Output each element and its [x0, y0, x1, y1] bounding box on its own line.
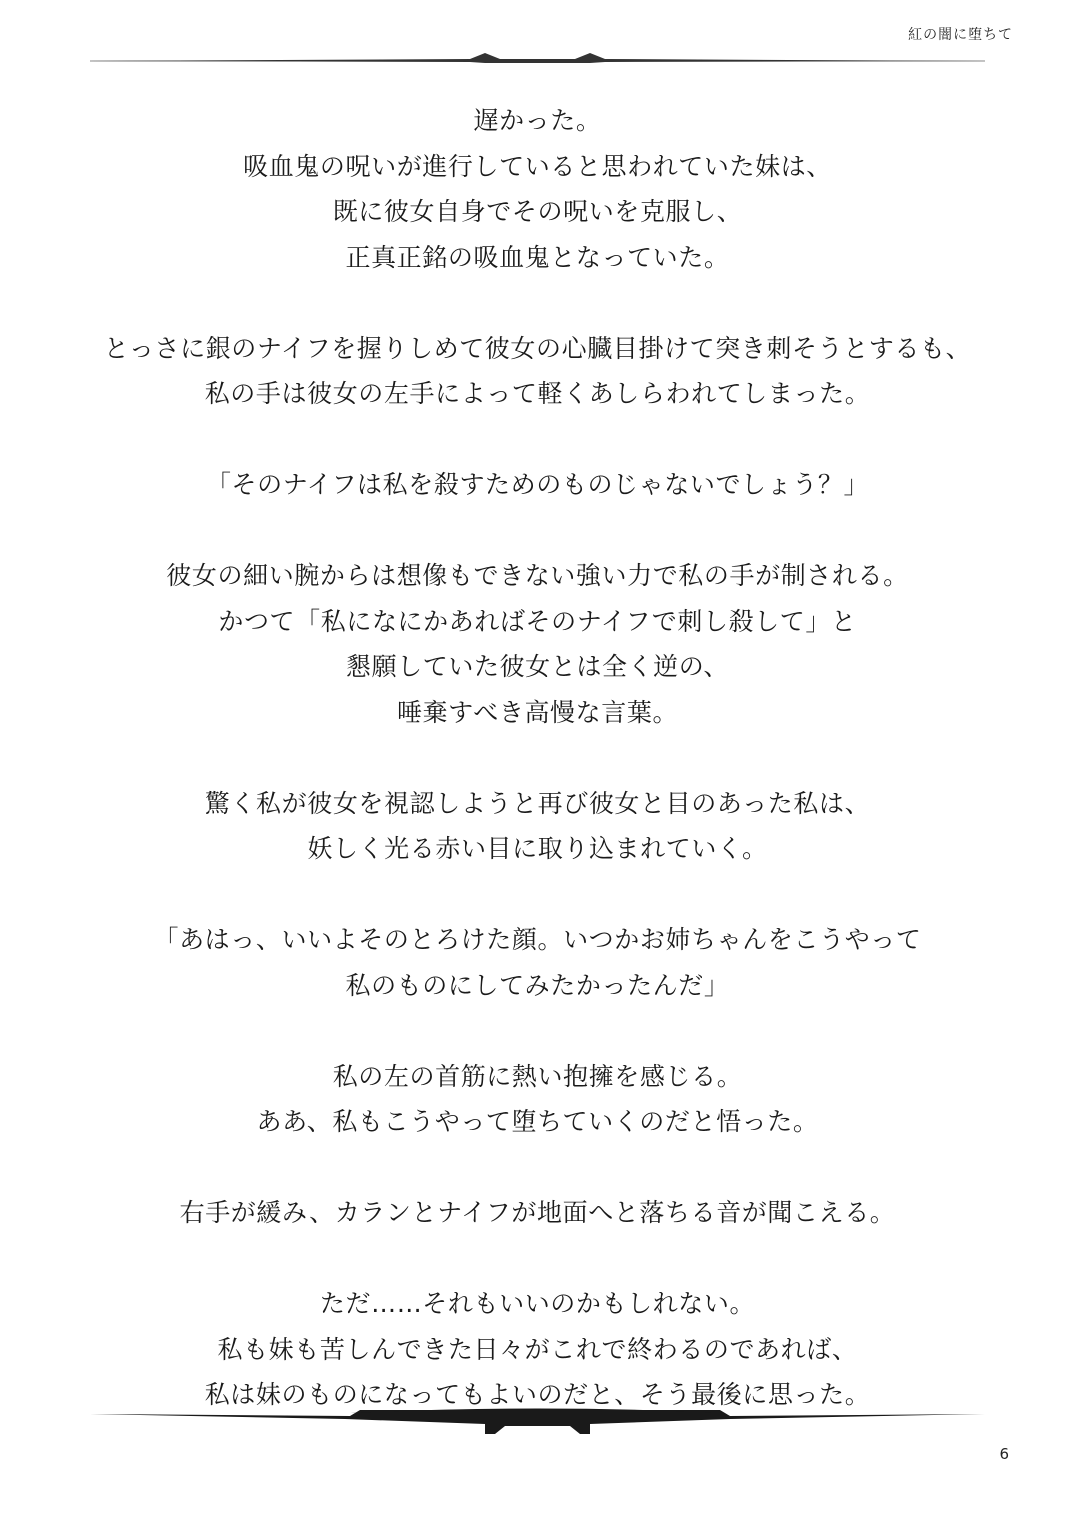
paragraph-5 — [60, 781, 1015, 872]
text-line: 吸血鬼の呪いが進行していると思われていた妹は、 — [243, 151, 832, 181]
text-line: 正真正銘の吸血鬼となっていた。 — [345, 242, 730, 272]
paragraph-4 — [60, 553, 1015, 735]
paragraph-9 — [60, 1281, 1015, 1418]
text-line: 私は妹のものになってもよいのだと、そう最後に思った。 — [204, 1380, 871, 1409]
text-line: 唾棄すべき高慢な言葉。 — [396, 697, 679, 727]
text-line: 遅かった。 — [473, 106, 602, 135]
text-line: 驚く私が彼女を視認しようと再び彼女と目のあった私は、 — [204, 788, 871, 818]
text-line: 私の左の首筋に熱い抱擁を感じる。 — [332, 1061, 743, 1091]
text-line: ただ……それもいいのかもしれない。 — [319, 1289, 756, 1318]
text-line: 彼女の細い腕からは想像もできない強い力で私の手が制される。 — [166, 561, 909, 590]
text-line: 既に彼女自身でその呪いを克服し、 — [332, 197, 743, 226]
paragraph-7 — [60, 1054, 1015, 1145]
text-line: 妖しく光る赤い目に取り込まれていく。 — [307, 834, 768, 863]
bottom-ornament-divider — [0, 1400, 1075, 1460]
paragraph-1 — [60, 98, 1015, 280]
text-line: 右手が緩み、カランとナイフが地面へと落ちる音が聞こえる。 — [179, 1198, 896, 1227]
paragraph-3 — [60, 462, 1015, 508]
text-line: 懇願していた彼女とは全く逆の、 — [345, 652, 729, 681]
paragraph-2 — [60, 326, 1015, 417]
text-line: 「あはっ、いいよそのとろけた顔。いつかお姉ちゃんをこうやって — [153, 925, 922, 954]
story-text — [60, 98, 1015, 1418]
paragraph-8 — [60, 1190, 1015, 1236]
text-line: 「そのナイフは私を殺すためのものじゃないでしょう？」 — [205, 470, 870, 499]
page-number: 6 — [999, 1445, 1009, 1463]
text-line: とっさに銀のナイフを握りしめて彼女の心臓目掛けて突き刺そうとするも、 — [103, 333, 972, 363]
text-line: 私も妹も苦しんできた日々がこれで終わるのであれば、 — [217, 1334, 858, 1364]
page-header-title: 紅の闇に堕ちて — [908, 27, 1013, 43]
text-line: 私の手は彼女の左手によって軽くあしらわれてしまった。 — [204, 379, 871, 408]
text-line: ああ、私もこうやって堕ちていくのだと悟った。 — [256, 1107, 819, 1136]
paragraph-6 — [60, 917, 1015, 1008]
top-ornament-divider — [0, 40, 1075, 80]
text-line: かつて「私になにかあればそのナイフで刺し殺して」と — [218, 606, 857, 636]
text-line: 私のものにしてみたかったんだ」 — [345, 970, 730, 1000]
